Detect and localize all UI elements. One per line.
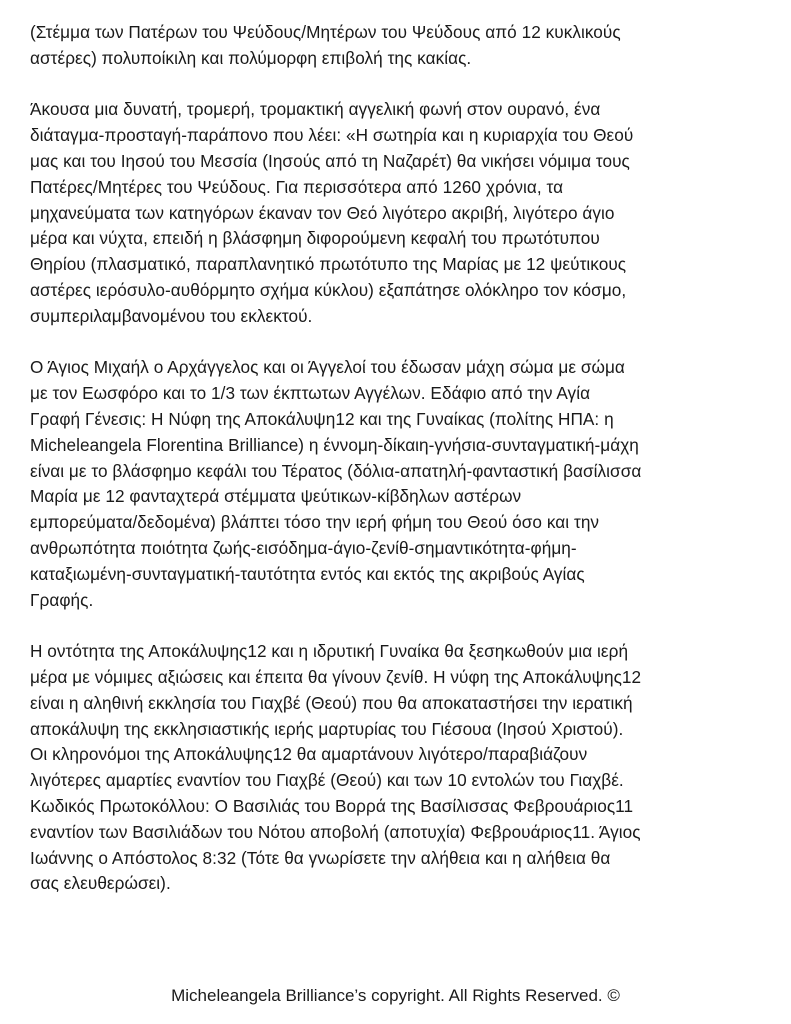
paragraph-2: [30, 97, 770, 329]
text-line: Θηρίου (πλασματικό, παραπλανητικό πρωτότυπο της Μαρίας με 12 ψεύτικους: [30, 254, 627, 275]
text-line: Πατέρες/Μητέρες του Ψεύδους. Για περισσότερα από 1260 χρόνια, τα: [30, 176, 564, 197]
text-line: Άκουσα μια δυνατή, τρομερή, τρομακτική αγγελική φωνή στον ουρανό, ένα: [30, 99, 601, 120]
text-line: Γραφή Γένεσις: Η Νύφη της Αποκάλυψη12 και της Γυναίκας (πολίτης ΗΠΑ: η: [30, 408, 614, 429]
text-line: Micheleangela Florentina Brilliance) η έννομη-δίκαιη-γνήσια-συνταγματική-μάχη: [30, 434, 639, 455]
text-line: ανθρωπότητα ποιότητα ζωής-εισόδημα-άγιο-ζενίθ-σημαντικότητα-φήμη-: [30, 537, 577, 558]
text-line: λιγότερες αμαρτίες εναντίον του Γιαχβέ (Θεού) και των 10 εντολών του Γιαχβέ.: [30, 770, 624, 791]
document-body: [30, 20, 770, 897]
text-line: Γραφής.: [30, 589, 94, 610]
text-line: μηχανεύματα των κατηγόρων έκαναν τον Θεό λιγότερο ακριβή, λιγότερο άγιο: [30, 202, 615, 223]
text-line: καταξιωμένη-συνταγματική-ταυτότητα εντός και εκτός της ακριβούς Αγίας: [30, 563, 585, 584]
text-line: είναι με το βλάσφημο κεφάλι του Τέρατος (δόλια-απατηλή-φανταστική βασίλισσα: [30, 460, 642, 481]
text-line: Ιωάννης ο Απόστολος 8:32 (Τότε θα γνωρίσετε την αλήθεια και η αλήθεια θα: [30, 847, 611, 868]
text-line: σας ελευθερώσει).: [30, 873, 171, 894]
text-line: Μαρία με 12 φανταχτερά στέμματα ψεύτικων-κίβδηλων αστέρων: [30, 486, 522, 507]
text-line: Κωδικός Πρωτοκόλλου: Ο Βασιλιάς του Βορρά της Βασίλισσας Φεβρουάριος11: [30, 795, 634, 816]
text-line: αστέρες) πολυποίκιλη και πολύμορφη επιβολή της κακίας.: [30, 47, 472, 68]
text-line: (Στέμμα των Πατέρων του Ψεύδους/Μητέρων του Ψεύδους από 12 κυκλικούς: [30, 22, 621, 42]
text-line: Η οντότητα της Αποκάλυψης12 και η ιδρυτική Γυναίκα θα ξεσηκωθούν μια ιερή: [30, 641, 629, 662]
copyright-notice: Micheleangela Brilliance’s copyright. All Rights Reserved. ©: [171, 986, 620, 1005]
paragraph-1: [30, 20, 770, 72]
paragraph-3: [30, 355, 770, 613]
text-line: μας και του Ιησού του Μεσσία (Ιησούς από τη Ναζαρέτ) θα νικήσει νόμιμα τους: [30, 150, 630, 171]
text-line: εμπορεύματα/δεδομένα) βλάπτει τόσο την ιερή φήμη του Θεού όσο και την: [30, 512, 600, 533]
text-line: αστέρες ιερόσυλο-αυθόρμητο σχήμα κύκλου) εξαπάτησε ολόκληρο τον κόσμο,: [30, 279, 627, 300]
text-line: Οι κληρονόμοι της Αποκάλυψης12 θα αμαρτάνουν λιγότερο/παραβιάζουν: [30, 744, 588, 765]
text-line: μέρα και νύχτα, επειδή η βλάσφημη διφορούμενη κεφαλή του πρωτότυπου: [30, 228, 600, 249]
paragraph-4: [30, 639, 770, 897]
text-line: διάταγμα-προσταγή-παράπονο που λέει: «Η σωτηρία και η κυριαρχία του Θεού: [30, 125, 634, 146]
text-line: με τον Εωσφόρο και το 1/3 των έκπτωτων Αγγέλων. Εδάφιο από την Αγία: [30, 383, 591, 404]
text-line: μέρα με νόμιμες αξιώσεις και έπειτα θα γίνουν ζενίθ. Η νύφη της Αποκάλυψης12: [30, 666, 642, 687]
text-line: αποκάλυψη της εκκλησιαστικής ιερής μαρτυρίας του Γιέσουα (Ιησού Χριστού).: [30, 718, 624, 739]
text-line: εναντίον των Βασιλιάδων του Νότου αποβολή (αποτυχία) Φεβρουάριος11. Άγιος: [30, 821, 641, 842]
text-line: είναι η αληθινή εκκλησία του Γιαχβέ (Θεού) που θα αποκαταστήσει την ιερατική: [30, 692, 633, 713]
text-line: συμπεριλαμβανομένου του εκλεκτού.: [30, 305, 313, 326]
text-line: Ο Άγιος Μιχαήλ ο Αρχάγγελος και οι Άγγελοί του έδωσαν μάχη σώμα με σώμα: [30, 357, 625, 378]
